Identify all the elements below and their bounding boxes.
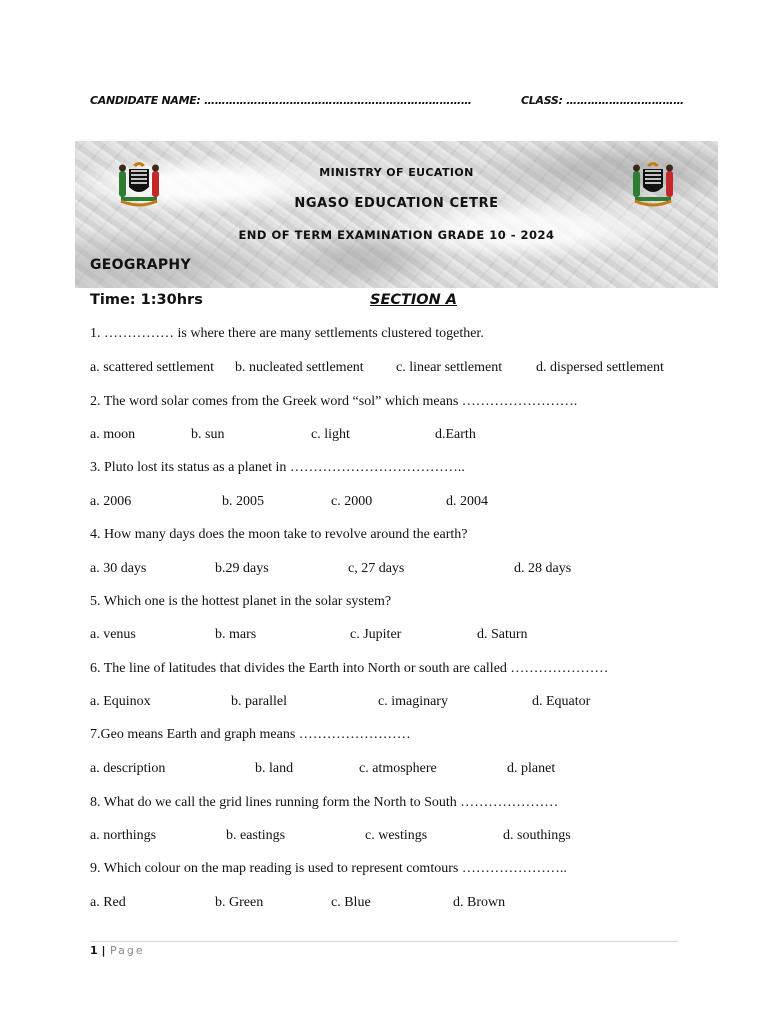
option-1c: c. linear settlement [396, 360, 503, 375]
option-4c: c, 27 days [348, 561, 405, 576]
option-2a: a. moon [90, 427, 136, 442]
option-1a: a. scattered settlement [90, 360, 214, 375]
option-6b: b. parallel [231, 694, 287, 709]
time-allowed: Time: 1:30hrs [90, 292, 203, 308]
exam-title: END OF TERM EXAMINATION GRADE 10 - 2024 [238, 228, 555, 242]
option-7a: a. description [90, 761, 166, 776]
option-2c: c. light [311, 427, 350, 442]
class-line: CLASS: …………………………… [521, 94, 684, 107]
question-7: 7.Geo means Earth and graph means …………………… [90, 727, 411, 742]
section-heading: SECTION A [370, 292, 458, 308]
question-1: 1. …………… is where there are many settlements clustered together. [90, 326, 484, 341]
ministry-title: MINISTRY OF EUCATION [319, 166, 474, 179]
question-4: 4. How many days does the moon take to revolve around the earth? [90, 527, 468, 542]
option-4a: a. 30 days [90, 561, 147, 576]
option-6d: d. Equator [532, 694, 591, 709]
question-5: 5. Which one is the hottest planet in the solar system? [90, 594, 392, 609]
option-5d: d. Saturn [477, 627, 528, 642]
candidate-name-line: CANDIDATE NAME: ………………………………………………………………… [90, 94, 472, 107]
footer-divider [90, 941, 678, 942]
question-3: 3. Pluto lost its status as a planet in ……………………………….. [90, 460, 465, 475]
option-8a: a. northings [90, 828, 157, 843]
question-9: 9. Which colour on the map reading is used to represent comtours ………………….. [90, 861, 567, 876]
option-7c: c. atmosphere [359, 761, 437, 776]
centre-title: NGASO EDUCATION CETRE [294, 196, 499, 211]
option-9d: d. Brown [453, 895, 506, 910]
option-3d: d. 2004 [446, 494, 488, 509]
option-1b: b. nucleated settlement [235, 360, 364, 375]
question-6: 6. The line of latitudes that divides the Earth into North or south are called ………………… [90, 661, 609, 676]
option-3b: b. 2005 [222, 494, 264, 509]
option-6c: c. imaginary [378, 694, 448, 709]
option-5b: b. mars [215, 627, 257, 642]
option-5c: c. Jupiter [350, 627, 402, 642]
option-2d: d.Earth [435, 427, 476, 442]
option-9a: a. Red [90, 895, 126, 910]
question-2: 2. The word solar comes from the Greek word “sol” which means ……………………. [90, 394, 578, 409]
option-4b: b.29 days [215, 561, 269, 576]
option-7d: d. planet [507, 761, 556, 776]
option-8c: c. westings [365, 828, 428, 843]
option-6a: a. Equinox [90, 694, 151, 709]
option-2b: b. sun [191, 427, 225, 442]
option-9c: c. Blue [331, 895, 371, 910]
page-number: 1 | [90, 944, 106, 957]
option-5a: a. venus [90, 627, 136, 642]
option-3c: c. 2000 [331, 494, 373, 509]
option-3a: a. 2006 [90, 494, 132, 509]
question-8: 8. What do we call the grid lines running form the North to South ………………… [90, 795, 559, 810]
option-7b: b. land [255, 761, 294, 776]
exam-banner [75, 141, 718, 288]
option-8d: d. southings [503, 828, 571, 843]
option-4d: d. 28 days [514, 561, 572, 576]
subject-title: GEOGRAPHY [90, 257, 191, 273]
option-9b: b. Green [215, 895, 264, 910]
option-8b: b. eastings [226, 828, 286, 843]
page-label: Page [110, 944, 145, 957]
option-1d: d. dispersed settlement [536, 360, 664, 375]
